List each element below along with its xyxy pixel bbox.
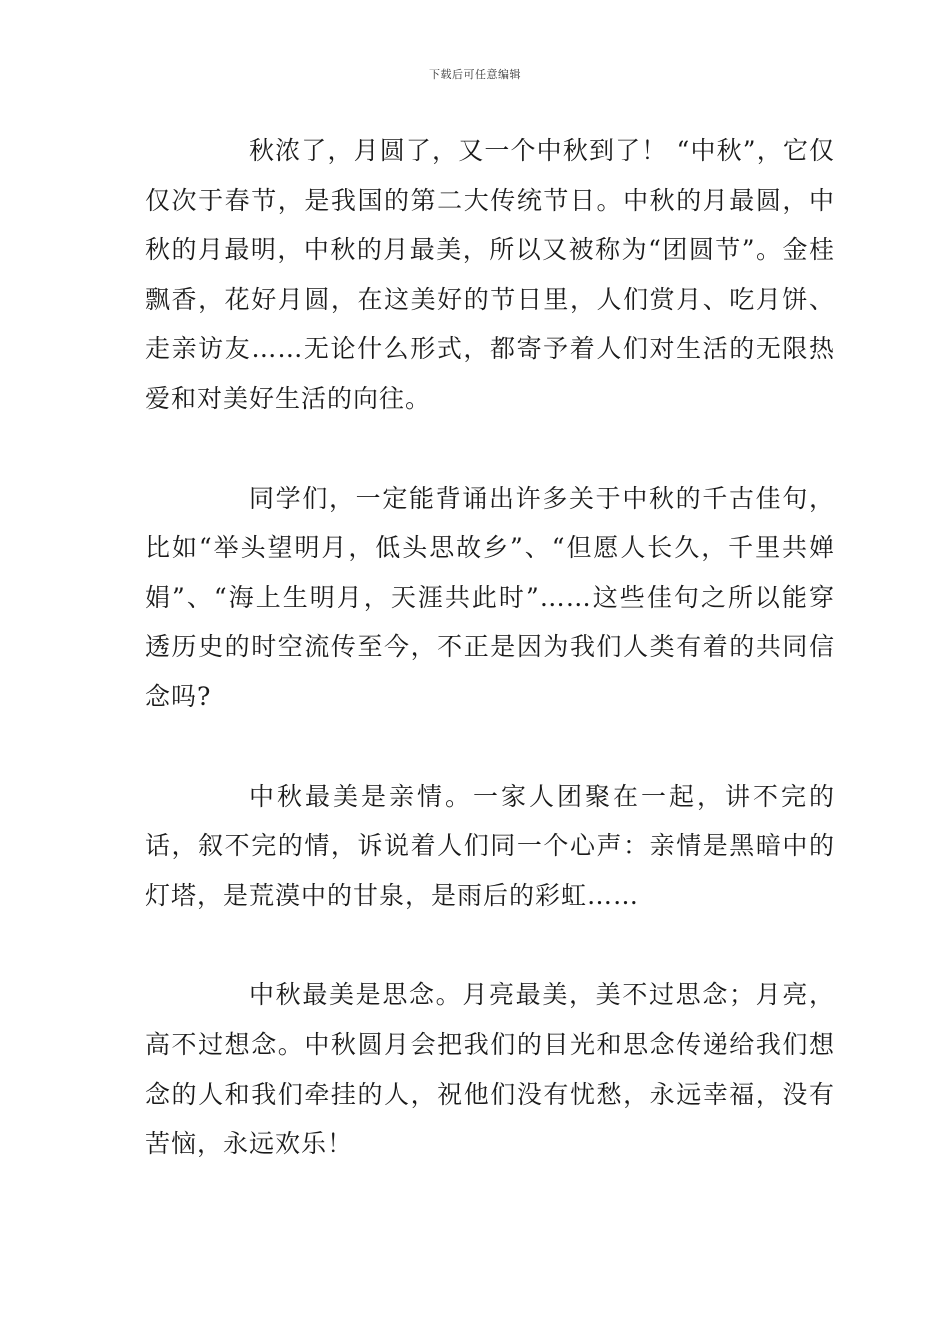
paragraph-classic-verses: 同学们，一定能背诵出许多关于中秋的千古佳句，比如“举头望明月，低头思故乡”、“但愿人长久，千里共婵娟”、“海上生明月，天涯共此时”……这些佳句之所以能穿透历史的时空流传至今，不正是因为我们人类有着的共同信念吗? (145, 483, 835, 711)
paragraph-longing: 中秋最美是思念。月亮最美，美不过思念；月亮，高不过想念。中秋圆月会把我们的目光和思念传递给我们想念的人和我们牵挂的人，祝他们没有忧愁，永远幸福，没有苦恼，永远欢乐！ (145, 980, 835, 1159)
paragraph-family-love: 中秋最美是亲情。一家人团聚在一起，讲不完的话，叙不完的情，诉说着人们同一个心声：亲情是黑暗中的灯塔，是荒漠中的甘泉，是雨后的彩虹…… (145, 781, 835, 910)
paragraph-mid-autumn-intro: 秋浓了，月圆了，又一个中秋到了！ “中秋”，它仅仅次于春节，是我国的第二大传统节日。中秋的月最圆，中秋的月最明，中秋的月最美，所以又被称为“团圆节”。金桂飘香，花好月圆，在这美好的节日里，人们赏月、吃月饼、走亲访友……无论什么形式，都寄予着人们对生活的无限热爱和对美好生活的向往。 (145, 136, 835, 413)
header-note: 下载后可任意编辑 (429, 68, 521, 81)
document-body (145, 126, 835, 1169)
